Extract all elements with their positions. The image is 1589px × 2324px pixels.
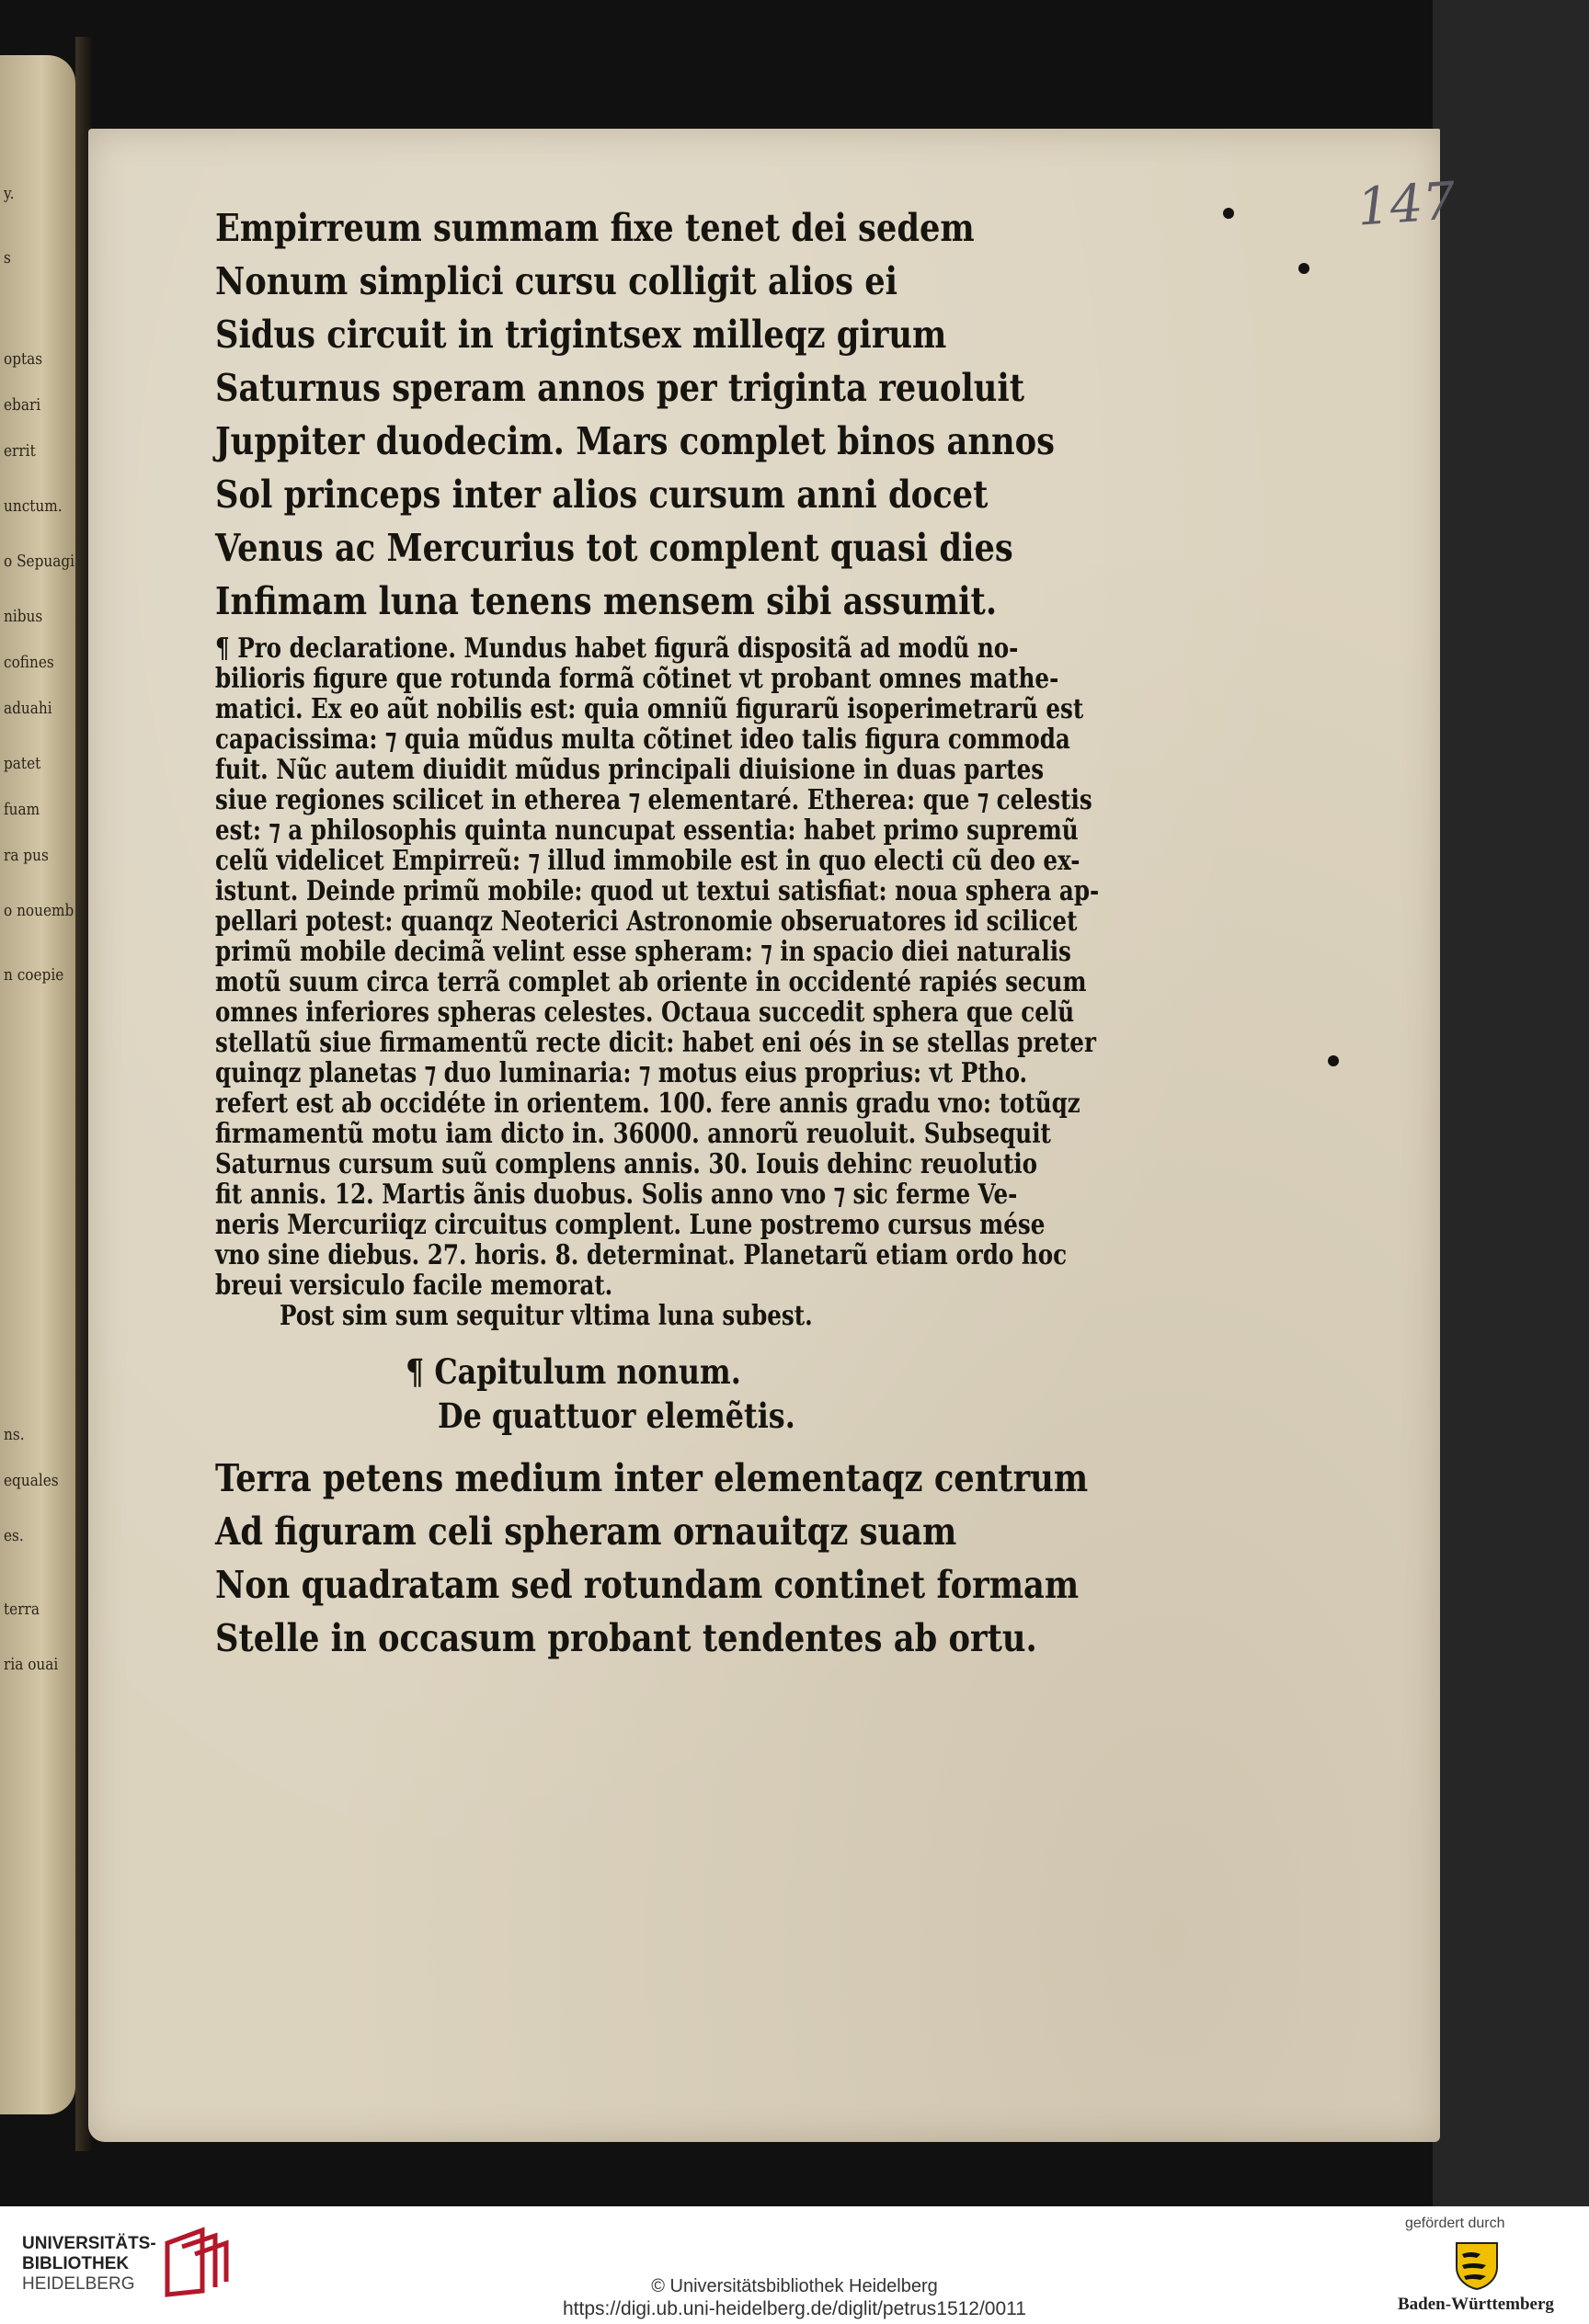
- commentary-line: istunt. Deinde primũ mobile: quod ut textui satisfiat: noua sphera ap-: [215, 875, 1100, 907]
- verse-line: Non quadratam sed rotundam continet formam: [215, 1563, 1080, 1607]
- commentary-line: refert est ab occidéte in orientem. 100. fere annis gradu vno: totũqz: [215, 1088, 1080, 1120]
- verse-line: Stelle in occasum probant tendentes ab ortu.: [215, 1616, 1037, 1660]
- commentary-line: primũ mobile decimã velint esse spheram: ⁊ in spacio diei naturalis: [215, 936, 1071, 968]
- library-name-line: BIBLIOTHEK: [22, 2254, 130, 2273]
- commentary-line: firmamentũ motu iam dicto in. 36000. annorũ reuoluit. Subsequit: [215, 1118, 1051, 1150]
- verse-line: Sol princeps inter alios cursum anni docet: [215, 473, 989, 517]
- commentary-line: vno sine diebus. 27. horis. 8. determinat. Planetarũ etiam ordo hoc: [215, 1239, 1068, 1271]
- left-page-fragment: unctum.: [4, 496, 63, 516]
- left-page-fragment: cofines: [4, 653, 54, 672]
- commentary-line: neris Mercuriiqz circuitus complent. Lune postremo cursus mése: [215, 1209, 1046, 1241]
- commentary-line: matici. Ex eo aũt nobilis est: quia omniũ figurarũ isoperimetrarũ est: [215, 693, 1084, 725]
- chapter-title: ¶ Capitulum nonum.: [406, 1351, 741, 1392]
- left-page-fragment: n coepie: [4, 965, 64, 985]
- verse-line: Terra petens medium inter elementaqz centrum: [215, 1456, 1089, 1500]
- scan-background: [1433, 0, 1589, 2206]
- commentary-line: Saturnus cursum suũ complens annis. 30. Iouis dehinc reuolutio: [215, 1148, 1038, 1180]
- manuscript-page: [88, 129, 1458, 2142]
- left-page-fragment: ebari: [4, 395, 41, 415]
- folio-number: 147: [1355, 171, 1458, 238]
- verse-line: Ad figuram celi spheram ornauitqz suam: [215, 1509, 957, 1554]
- left-page-fragment: nibus: [4, 607, 43, 626]
- commentary-line: breui versiculo facile memorat.: [215, 1270, 613, 1302]
- library-name-line: UNIVERSITÄTS-: [22, 2234, 156, 2253]
- verse-line: Saturnus speram annos per triginta reuoluit: [215, 366, 1025, 410]
- left-page-edge: [0, 55, 75, 2114]
- left-page-fragment: ra pus: [4, 846, 49, 865]
- permalink-url[interactable]: https://digi.ub.uni-heidelberg.de/diglit/petrus1512/0011: [563, 2298, 1026, 2319]
- commentary-line: quinqz planetas ⁊ duo luminaria: ⁊ motus eius proprius: vt Ptho.: [215, 1057, 1028, 1089]
- chapter-subtitle: De quattuor elemẽtis.: [438, 1396, 795, 1436]
- commentary-line: motũ suum circa terrã complet ab oriente in occidenté rapiés secum: [215, 966, 1087, 998]
- commentary-line: ¶ Pro declaratione. Mundus habet figurã dispositã ad modũ no-: [215, 632, 1019, 665]
- left-page-fragment: es.: [4, 1526, 24, 1545]
- commentary-line: siue regiones scilicet in etherea ⁊ elementaré. Etherea: que ⁊ celestis: [215, 784, 1092, 816]
- commentary-line: pellari potest: quanqz Neoterici Astronomie obseruatores id scilicet: [215, 906, 1078, 938]
- funder-name[interactable]: Baden-Württemberg: [1398, 2295, 1554, 2314]
- left-page-fragment: fuam: [4, 800, 40, 819]
- left-page-fragment: optas: [4, 349, 43, 369]
- commentary-line: celũ videlicet Empirreũ: ⁊ illud immobile est in quo electi cũ deo ex-: [215, 845, 1080, 877]
- left-page-fragment: o nouemb: [4, 901, 74, 920]
- left-page-fragment: aduahi: [4, 699, 52, 718]
- left-page-fragment: ria ouai: [4, 1655, 59, 1674]
- verse-line: Nonum simplici cursu colligit alios ei: [215, 259, 898, 303]
- left-page-fragment: s: [4, 248, 11, 268]
- commentary-line: stellatũ siue firmamentũ recte dicit: habet eni oés in se stellas preter: [215, 1027, 1096, 1059]
- commentary-line: fit annis. 12. Martis ãnis duobus. Solis anno vno ⁊ sic ferme Ve-: [215, 1179, 1018, 1211]
- verse-line: Infimam luna tenens mensem sibi assumit.: [215, 579, 998, 623]
- commentary-line: est: ⁊ a philosophis quinta nuncupat essentia: habet primo supremũ: [215, 815, 1079, 847]
- verse-line: Sidus circuit in trigintsex milleqz girum: [215, 313, 947, 357]
- left-page-fragment: equales: [4, 1471, 59, 1490]
- left-page-fragment: ns.: [4, 1425, 25, 1444]
- left-page-fragment: errit: [4, 441, 36, 461]
- commentary-line: fuit. Nũc autem diuidit mũdus principali diuisione in duas partes: [215, 754, 1045, 786]
- commentary-line: bilioris figure que rotunda formã cõtinet vt probant omnes mathe-: [215, 663, 1059, 695]
- footer-bar: [0, 2206, 1589, 2324]
- verse-line: Empirreum summam fixe tenet dei sedem: [215, 206, 975, 250]
- verse-line: Juppiter duodecim. Mars complet binos annos: [215, 419, 1055, 463]
- coat-of-arms-icon: [1449, 2239, 1504, 2291]
- funded-by-label: gefördert durch: [1405, 2216, 1505, 2231]
- commentary-line: capacissima: ⁊ quia mũdus multa cõtinet ideo talis figura commoda: [215, 723, 1070, 756]
- library-name-line: HEIDELBERG: [22, 2274, 135, 2294]
- copyright-notice: © Universitätsbibliothek Heidelberg: [651, 2276, 938, 2296]
- left-page-fragment: patet: [4, 754, 41, 773]
- commentary-line: Post sim sum sequitur vltima luna subest.: [280, 1300, 813, 1332]
- ink-dot: [1223, 208, 1234, 219]
- left-page-fragment: terra: [4, 1600, 40, 1619]
- left-page-fragment: y.: [4, 184, 15, 203]
- ink-dot: [1298, 263, 1309, 274]
- commentary-line: omnes inferiores spheras celestes. Octaua succedit sphera que celũ: [215, 997, 1075, 1029]
- ink-dot: [1328, 1055, 1339, 1066]
- left-page-fragment: o Sepuagi: [4, 552, 75, 571]
- verse-line: Venus ac Mercurius tot complent quasi dies: [215, 526, 1013, 570]
